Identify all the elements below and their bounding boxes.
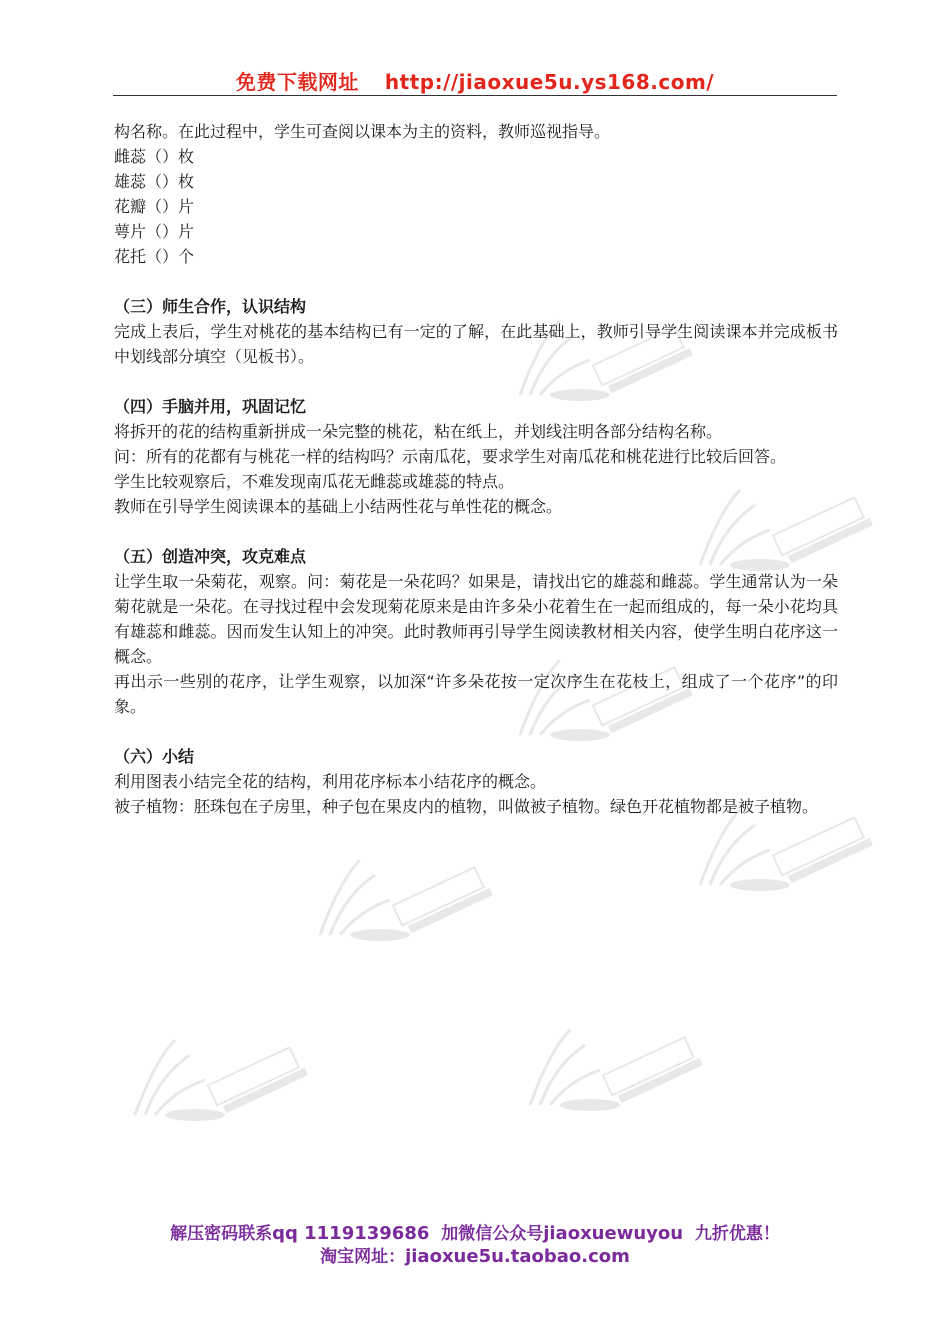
header-banner [113,66,837,96]
footer-wechat: jiaoxuewuyou [543,1223,684,1244]
footer-shop-link[interactable]: jiaoxue5u.taobao.com [405,1246,630,1267]
footer-contact-line [0,1219,950,1244]
section-heading: （五）创造冲突，攻克难点 [114,547,307,566]
spacer [114,519,838,544]
footer-shop-line [0,1242,950,1267]
spacer [114,269,838,294]
spacer [114,369,838,394]
section-heading: （六）小结 [114,747,195,766]
paragraph: 利用图表小结完全花的结构，利用花序标本小结花序的概念。 [114,772,547,791]
paragraph: 教师在引导学生阅读课本的基础上小结两性花与单性花的概念。 [114,497,563,516]
watermark-logo-icon [115,1020,315,1140]
footer-text: 九折优惠！ [694,1224,780,1244]
header-url-link[interactable]: http://jiaoxue5u.ys168.com/ [384,70,715,94]
document-body [114,119,838,819]
footer-text: 解压密码联系 [170,1224,273,1244]
paragraph: 让学生取一朵菊花，观察。问：菊花是一朵花吗？如果是，请找出它的雄蕊和雌蕊。学生通常认为一朵菊花就是一朵花。在寻找过程中会发现菊花原来是由许多朵小花着生在一起而组成的，每一朵小花均具有雄蕊和雌蕊。因而发生认知上的冲突。此时教师再引导学生阅读教材相关内容，使学生明白花序这一概念。 [114,572,838,666]
count-item: 花托（）个 [114,247,195,266]
intro-paragraph: 构名称。在此过程中，学生可查阅以课本为主的资料，教师巡视指导。 [114,122,611,141]
header-divider [113,95,837,96]
paragraph: 学生比较观察后，不难发现南瓜花无雌蕊或雄蕊的特点。 [114,472,515,491]
count-item: 雌蕊（）枚 [114,147,195,166]
section-heading: （四）手脑并用，巩固记忆 [114,397,307,416]
paragraph: 将拆开的花的结构重新拼成一朵完整的桃花，粘在纸上，并划线注明各部分结构名称。 [114,422,723,441]
count-item: 萼片（）片 [114,222,195,241]
paragraph: 再出示一些别的花序，让学生观察，以加深“许多朵花按一定次序生在花枝上，组成了一个花序”的印象。 [114,672,838,716]
paragraph: 被子植物：胚珠包在子房里，种子包在果皮内的植物，叫做被子植物。绿色开花植物都是被子植物。 [114,797,819,816]
footer-text: 加微信公众号 [441,1224,544,1244]
watermark-logo-icon [300,840,500,960]
watermark-logo-icon [510,1010,710,1130]
header-label: 免费下载网址 [235,70,359,94]
footer-text: 淘宝网址： [320,1247,406,1267]
count-item: 雄蕊（）枚 [114,172,195,191]
paragraph: 问：所有的花都有与桃花一样的结构吗？示南瓜花，要求学生对南瓜花和桃花进行比较后回答。 [114,447,787,466]
footer-qq: qq 1119139686 [272,1223,430,1244]
spacer [114,719,838,744]
paragraph: 完成上表后，学生对桃花的基本结构已有一定的了解，在此基础上，教师引导学生阅读课本并完成板书中划线部分填空（见板书）。 [114,322,838,366]
section-heading: （三）师生合作，认识结构 [114,297,307,316]
count-item: 花瓣（）片 [114,197,195,216]
